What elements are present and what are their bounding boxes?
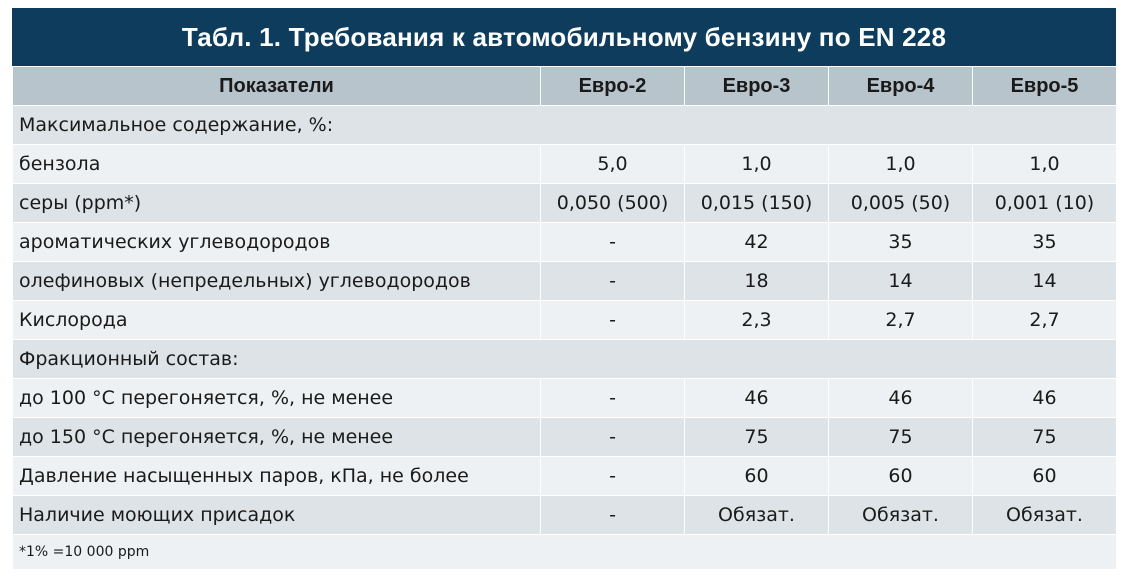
cell-value: - [541, 301, 685, 340]
cell-value: 0,050 (500) [541, 184, 685, 223]
table-row [13, 262, 1117, 301]
cell-value: Обязат. [685, 496, 829, 535]
table-title: Табл. 1. Требования к автомобильному бензину по EN 228 [12, 8, 1116, 66]
cell-value: 0,005 (50) [829, 184, 973, 223]
cell-value: 2,7 [973, 301, 1117, 340]
cell-value: 2,7 [829, 301, 973, 340]
row-label: Наличие моющих присадок [13, 496, 541, 535]
table-row [13, 145, 1117, 184]
cell-value: 0,001 (10) [973, 184, 1117, 223]
footnote: *1% =10 000 ppm [13, 535, 1117, 570]
cell-value: 46 [829, 379, 973, 418]
header-euro-2: Евро-2 [541, 67, 685, 106]
header-row [13, 67, 1117, 106]
table-row [13, 379, 1117, 418]
table-row [13, 184, 1117, 223]
section-label: Максимальное содержание, %: [13, 106, 1117, 145]
cell-value: 14 [829, 262, 973, 301]
cell-value: 14 [973, 262, 1117, 301]
cell-value: - [541, 418, 685, 457]
cell-value: 75 [685, 418, 829, 457]
cell-value: 35 [829, 223, 973, 262]
section-row-fractional [13, 340, 1117, 379]
section-row-max-content [13, 106, 1117, 145]
row-label: до 150 °С перегоняется, %, не менее [13, 418, 541, 457]
header-euro-3: Евро-3 [685, 67, 829, 106]
footnote-row [13, 535, 1117, 570]
cell-value: 75 [829, 418, 973, 457]
cell-value: 46 [973, 379, 1117, 418]
header-euro-5: Евро-5 [973, 67, 1117, 106]
cell-value: 75 [973, 418, 1117, 457]
cell-value: 60 [685, 457, 829, 496]
cell-value: 1,0 [685, 145, 829, 184]
table-row [13, 301, 1117, 340]
cell-value: - [541, 223, 685, 262]
row-label: олефиновых (непредельных) углеводородов [13, 262, 541, 301]
table-row [13, 418, 1117, 457]
row-label: Давление насыщенных паров, кПа, не более [13, 457, 541, 496]
cell-value: 2,3 [685, 301, 829, 340]
row-label: бензола [13, 145, 541, 184]
cell-value: 60 [829, 457, 973, 496]
header-euro-4: Евро-4 [829, 67, 973, 106]
cell-value: - [541, 496, 685, 535]
section-label: Фракционный состав: [13, 340, 1117, 379]
row-label: Кислорода [13, 301, 541, 340]
cell-value: Обязат. [829, 496, 973, 535]
cell-value: 1,0 [829, 145, 973, 184]
cell-value: 0,015 (150) [685, 184, 829, 223]
cell-value: 60 [973, 457, 1117, 496]
gasoline-requirements-table [12, 66, 1117, 570]
cell-value: Обязат. [973, 496, 1117, 535]
cell-value: - [541, 262, 685, 301]
cell-value: 46 [685, 379, 829, 418]
cell-value: - [541, 457, 685, 496]
row-label: серы (ppm*) [13, 184, 541, 223]
cell-value: 5,0 [541, 145, 685, 184]
cell-value: 35 [973, 223, 1117, 262]
row-label: ароматических углеводородов [13, 223, 541, 262]
header-indicators: Показатели [13, 67, 541, 106]
table-container [12, 8, 1116, 570]
cell-value: 18 [685, 262, 829, 301]
table-row [13, 223, 1117, 262]
table-row [13, 496, 1117, 535]
row-label: до 100 °С перегоняется, %, не менее [13, 379, 541, 418]
table-row [13, 457, 1117, 496]
cell-value: - [541, 379, 685, 418]
cell-value: 42 [685, 223, 829, 262]
cell-value: 1,0 [973, 145, 1117, 184]
